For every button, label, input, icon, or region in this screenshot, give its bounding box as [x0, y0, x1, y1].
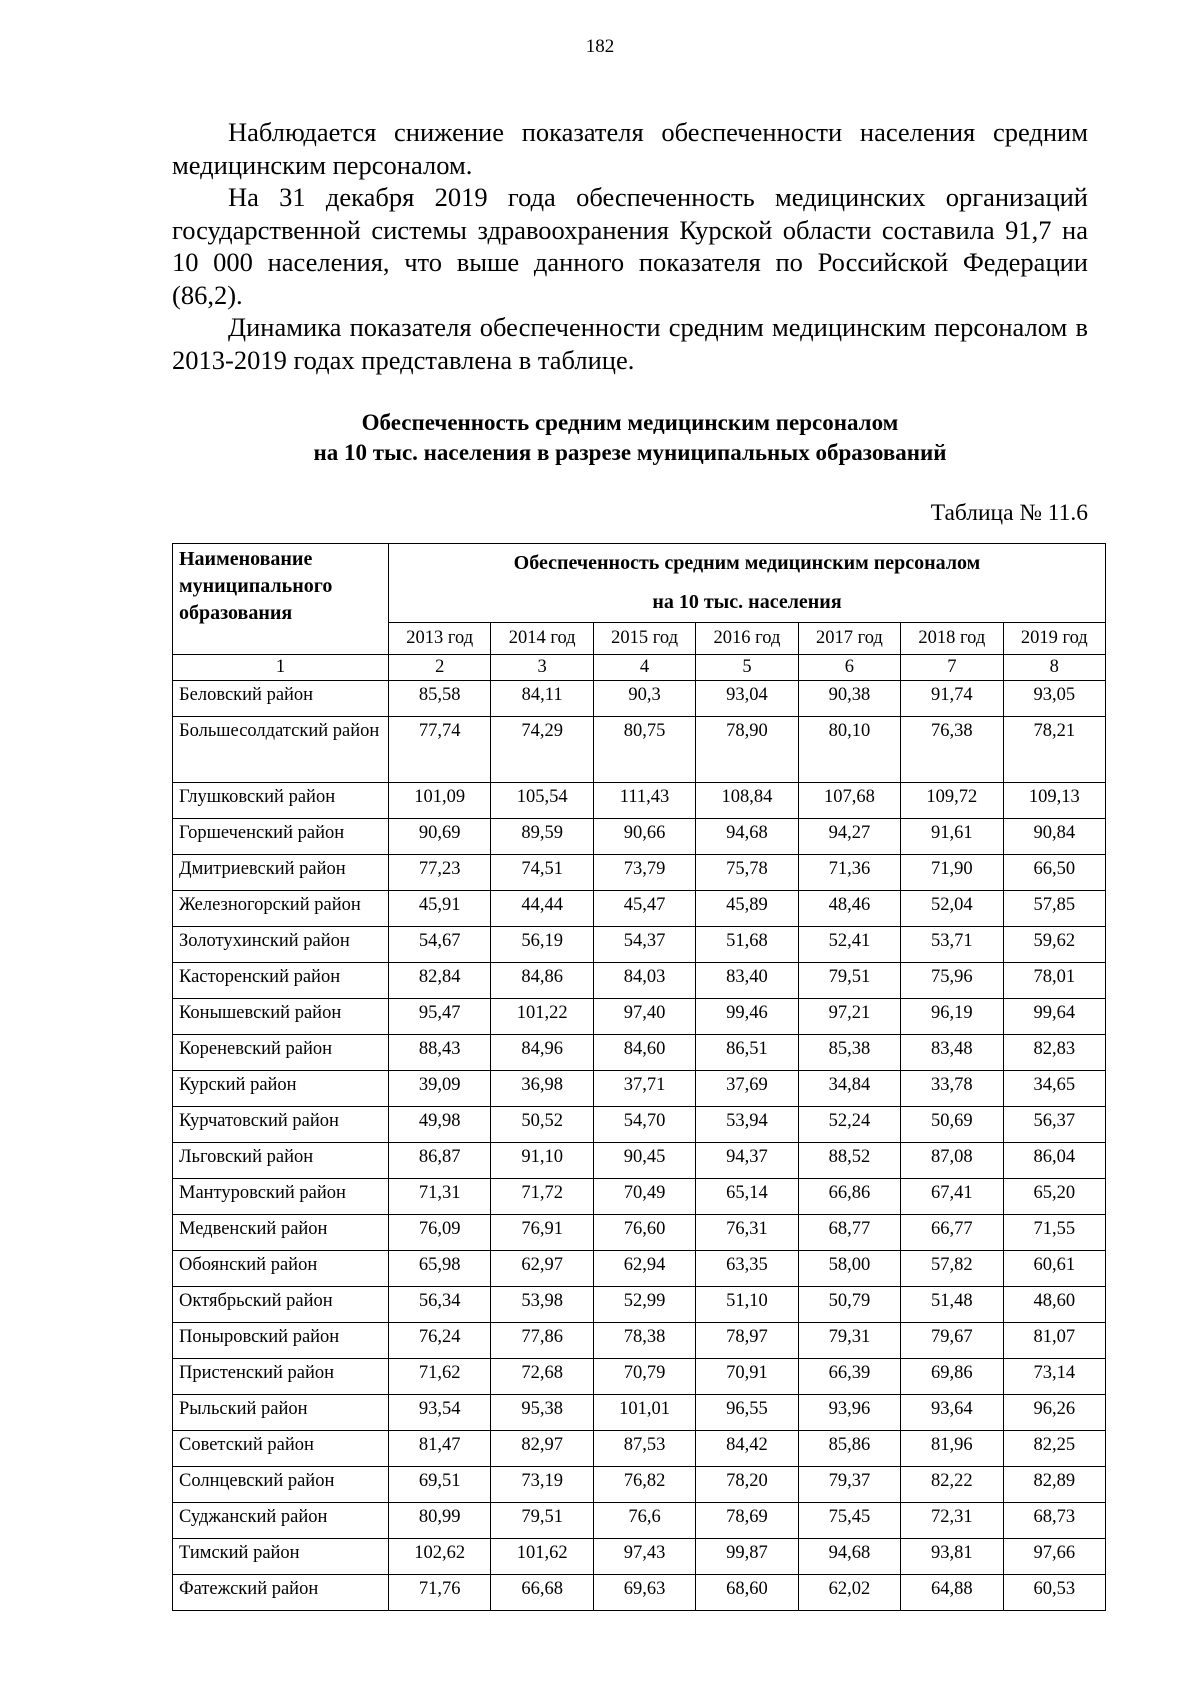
value-cell: 50,69 [901, 1107, 1003, 1143]
value-cell: 56,37 [1003, 1107, 1105, 1143]
value-cell: 79,51 [491, 1503, 593, 1539]
value-cell: 45,91 [389, 891, 491, 927]
value-cell: 52,99 [593, 1287, 695, 1323]
paragraph-2: На 31 декабря 2019 года обеспеченность медицинских организаций государственной системы здравоохранения Курской области составила 91,7 на 10 000 населения, что выше данного показателя по Российской Федерации (86,2). [172, 182, 1088, 310]
value-cell: 67,41 [901, 1179, 1003, 1215]
value-cell: 54,70 [593, 1107, 695, 1143]
value-cell: 71,76 [389, 1575, 491, 1611]
value-cell: 85,38 [798, 1035, 900, 1071]
table-body [173, 681, 1106, 1611]
table-row [173, 1539, 1106, 1575]
municipality-name: Железногорский район [173, 891, 389, 927]
value-cell: 60,61 [1003, 1251, 1105, 1287]
column-number: 5 [696, 655, 798, 681]
value-cell: 50,79 [798, 1287, 900, 1323]
value-cell: 85,58 [389, 681, 491, 717]
value-cell: 84,11 [491, 681, 593, 717]
value-cell: 76,60 [593, 1215, 695, 1251]
table-row [173, 1431, 1106, 1467]
value-cell: 96,55 [696, 1395, 798, 1431]
municipality-name: Обоянский район [173, 1251, 389, 1287]
value-cell: 90,66 [593, 819, 695, 855]
value-cell: 51,48 [901, 1287, 1003, 1323]
value-cell: 78,01 [1003, 963, 1105, 999]
value-cell: 66,77 [901, 1215, 1003, 1251]
value-cell: 84,42 [696, 1431, 798, 1467]
body-text [172, 116, 1088, 376]
value-cell: 93,96 [798, 1395, 900, 1431]
value-cell: 70,49 [593, 1179, 695, 1215]
value-cell: 76,6 [593, 1503, 695, 1539]
value-cell: 70,91 [696, 1359, 798, 1395]
value-cell: 75,45 [798, 1503, 900, 1539]
municipality-name: Большесолдатский район [173, 717, 389, 783]
value-cell: 94,27 [798, 819, 900, 855]
value-cell: 52,41 [798, 927, 900, 963]
value-cell: 71,36 [798, 855, 900, 891]
value-cell: 73,14 [1003, 1359, 1105, 1395]
value-cell: 76,24 [389, 1323, 491, 1359]
value-cell: 66,50 [1003, 855, 1105, 891]
value-cell: 82,84 [389, 963, 491, 999]
value-cell: 108,84 [696, 783, 798, 819]
value-cell: 99,64 [1003, 999, 1105, 1035]
value-cell: 75,78 [696, 855, 798, 891]
value-cell: 109,13 [1003, 783, 1105, 819]
value-cell: 111,43 [593, 783, 695, 819]
value-cell: 91,10 [491, 1143, 593, 1179]
value-cell: 79,31 [798, 1323, 900, 1359]
table-number-label: Таблица № 11.6 [930, 500, 1088, 526]
value-cell: 81,07 [1003, 1323, 1105, 1359]
value-cell: 107,68 [798, 783, 900, 819]
column-number: 2 [389, 655, 491, 681]
table-row [173, 783, 1106, 819]
value-cell: 66,39 [798, 1359, 900, 1395]
table-row [173, 1359, 1106, 1395]
value-cell: 88,43 [389, 1035, 491, 1071]
value-cell: 86,51 [696, 1035, 798, 1071]
value-cell: 54,67 [389, 927, 491, 963]
value-cell: 49,98 [389, 1107, 491, 1143]
column-number: 1 [173, 655, 389, 681]
municipality-name: Беловский район [173, 681, 389, 717]
value-cell: 53,98 [491, 1287, 593, 1323]
value-cell: 94,37 [696, 1143, 798, 1179]
value-cell: 68,77 [798, 1215, 900, 1251]
value-cell: 85,86 [798, 1431, 900, 1467]
value-cell: 77,86 [491, 1323, 593, 1359]
value-cell: 81,47 [389, 1431, 491, 1467]
value-cell: 63,35 [696, 1251, 798, 1287]
value-cell: 80,10 [798, 717, 900, 783]
value-cell: 101,62 [491, 1539, 593, 1575]
value-cell: 57,82 [901, 1251, 1003, 1287]
value-cell: 94,68 [696, 819, 798, 855]
municipality-name: Солнцевский район [173, 1467, 389, 1503]
value-cell: 45,47 [593, 891, 695, 927]
paragraph-3: Динамика показателя обеспеченности средним медицинским персоналом в 2013-2019 годах представлена в таблице. [172, 312, 1088, 375]
value-cell: 84,03 [593, 963, 695, 999]
value-cell: 97,21 [798, 999, 900, 1035]
value-cell: 83,40 [696, 963, 798, 999]
column-number: 3 [491, 655, 593, 681]
value-cell: 84,96 [491, 1035, 593, 1071]
column-number: 6 [798, 655, 900, 681]
value-cell: 99,46 [696, 999, 798, 1035]
value-cell: 77,23 [389, 855, 491, 891]
value-cell: 84,86 [491, 963, 593, 999]
column-number: 8 [1003, 655, 1105, 681]
value-cell: 109,72 [901, 783, 1003, 819]
table-row [173, 855, 1106, 891]
header-group-line-2: на 10 тыс. населения [652, 591, 842, 613]
value-cell: 76,38 [901, 717, 1003, 783]
value-cell: 78,38 [593, 1323, 695, 1359]
value-cell: 57,85 [1003, 891, 1105, 927]
value-cell: 66,86 [798, 1179, 900, 1215]
table-row [173, 1035, 1106, 1071]
value-cell: 60,53 [1003, 1575, 1105, 1611]
header-year: 2016 год [696, 623, 798, 655]
value-cell: 102,62 [389, 1539, 491, 1575]
value-cell: 71,31 [389, 1179, 491, 1215]
value-cell: 82,22 [901, 1467, 1003, 1503]
value-cell: 81,96 [901, 1431, 1003, 1467]
value-cell: 71,62 [389, 1359, 491, 1395]
value-cell: 56,19 [491, 927, 593, 963]
municipality-name: Курчатовский район [173, 1107, 389, 1143]
municipality-name: Мантуровский район [173, 1179, 389, 1215]
value-cell: 86,04 [1003, 1143, 1105, 1179]
value-cell: 52,24 [798, 1107, 900, 1143]
value-cell: 95,47 [389, 999, 491, 1035]
value-cell: 62,94 [593, 1251, 695, 1287]
table-row [173, 681, 1106, 717]
value-cell: 101,01 [593, 1395, 695, 1431]
value-cell: 71,90 [901, 855, 1003, 891]
value-cell: 83,48 [901, 1035, 1003, 1071]
value-cell: 101,09 [389, 783, 491, 819]
value-cell: 71,55 [1003, 1215, 1105, 1251]
value-cell: 86,87 [389, 1143, 491, 1179]
header-year: 2015 год [593, 623, 695, 655]
value-cell: 79,67 [901, 1323, 1003, 1359]
municipality-name: Глушковский район [173, 783, 389, 819]
value-cell: 78,20 [696, 1467, 798, 1503]
value-cell: 82,25 [1003, 1431, 1105, 1467]
municipality-name: Фатежский район [173, 1575, 389, 1611]
municipality-name: Медвенский район [173, 1215, 389, 1251]
value-cell: 62,97 [491, 1251, 593, 1287]
value-cell: 65,14 [696, 1179, 798, 1215]
value-cell: 78,21 [1003, 717, 1105, 783]
value-cell: 69,86 [901, 1359, 1003, 1395]
municipality-name: Пристенский район [173, 1359, 389, 1395]
value-cell: 59,62 [1003, 927, 1105, 963]
value-cell: 96,26 [1003, 1395, 1105, 1431]
table-row [173, 1071, 1106, 1107]
municipality-name: Советский район [173, 1431, 389, 1467]
municipality-name: Поныровский район [173, 1323, 389, 1359]
value-cell: 65,98 [389, 1251, 491, 1287]
value-cell: 80,99 [389, 1503, 491, 1539]
value-cell: 88,52 [798, 1143, 900, 1179]
value-cell: 82,97 [491, 1431, 593, 1467]
municipality-name: Октябрьский район [173, 1287, 389, 1323]
table-row [173, 1503, 1106, 1539]
value-cell: 72,31 [901, 1503, 1003, 1539]
value-cell: 82,83 [1003, 1035, 1105, 1071]
table-row [173, 963, 1106, 999]
page-number: 182 [585, 36, 615, 57]
municipality-name: Суджанский район [173, 1503, 389, 1539]
municipality-name: Кореневский район [173, 1035, 389, 1071]
municipality-name: Льговский район [173, 1143, 389, 1179]
value-cell: 48,60 [1003, 1287, 1105, 1323]
table-row [173, 999, 1106, 1035]
header-year: 2017 год [798, 623, 900, 655]
value-cell: 68,73 [1003, 1503, 1105, 1539]
value-cell: 99,87 [696, 1539, 798, 1575]
table-row [173, 1323, 1106, 1359]
value-cell: 90,45 [593, 1143, 695, 1179]
value-cell: 66,68 [491, 1575, 593, 1611]
value-cell: 65,20 [1003, 1179, 1105, 1215]
value-cell: 95,38 [491, 1395, 593, 1431]
value-cell: 76,91 [491, 1215, 593, 1251]
value-cell: 91,61 [901, 819, 1003, 855]
caption-line-1: Обеспеченность средним медицинским персоналом [361, 410, 899, 435]
value-cell: 73,19 [491, 1467, 593, 1503]
table-row [173, 1251, 1106, 1287]
value-cell: 74,29 [491, 717, 593, 783]
staffing-table [172, 543, 1106, 1611]
value-cell: 90,69 [389, 819, 491, 855]
value-cell: 77,74 [389, 717, 491, 783]
value-cell: 90,84 [1003, 819, 1105, 855]
value-cell: 97,43 [593, 1539, 695, 1575]
municipality-name: Золотухинский район [173, 927, 389, 963]
value-cell: 70,79 [593, 1359, 695, 1395]
value-cell: 97,40 [593, 999, 695, 1035]
municipality-name: Касторенский район [173, 963, 389, 999]
column-numbers-row [173, 655, 1106, 681]
table-row [173, 891, 1106, 927]
value-cell: 69,63 [593, 1575, 695, 1611]
value-cell: 82,89 [1003, 1467, 1105, 1503]
municipality-name: Конышевский район [173, 999, 389, 1035]
value-cell: 37,69 [696, 1071, 798, 1107]
table-row [173, 717, 1106, 783]
value-cell: 37,71 [593, 1071, 695, 1107]
value-cell: 91,74 [901, 681, 1003, 717]
table-row [173, 1143, 1106, 1179]
municipality-name: Тимский район [173, 1539, 389, 1575]
caption-line-2: на 10 тыс. населения в разрезе муниципальных образований [313, 440, 947, 465]
value-cell: 45,89 [696, 891, 798, 927]
value-cell: 34,65 [1003, 1071, 1105, 1107]
value-cell: 44,44 [491, 891, 593, 927]
value-cell: 79,51 [798, 963, 900, 999]
value-cell: 93,54 [389, 1395, 491, 1431]
value-cell: 33,78 [901, 1071, 1003, 1107]
header-group [389, 544, 1106, 623]
value-cell: 76,31 [696, 1215, 798, 1251]
header-group-line-1: Обеспеченность средним медицинским персоналом [513, 552, 981, 574]
value-cell: 39,09 [389, 1071, 491, 1107]
table-row [173, 1395, 1106, 1431]
value-cell: 93,05 [1003, 681, 1105, 717]
value-cell: 62,02 [798, 1575, 900, 1611]
table-row [173, 927, 1106, 963]
municipality-name: Дмитриевский район [173, 855, 389, 891]
value-cell: 53,94 [696, 1107, 798, 1143]
value-cell: 51,68 [696, 927, 798, 963]
value-cell: 87,53 [593, 1431, 695, 1467]
value-cell: 96,19 [901, 999, 1003, 1035]
value-cell: 50,52 [491, 1107, 593, 1143]
value-cell: 64,88 [901, 1575, 1003, 1611]
value-cell: 71,72 [491, 1179, 593, 1215]
value-cell: 89,59 [491, 819, 593, 855]
value-cell: 76,82 [593, 1467, 695, 1503]
table-row [173, 819, 1106, 855]
value-cell: 84,60 [593, 1035, 695, 1071]
header-year: 2019 год [1003, 623, 1105, 655]
value-cell: 54,37 [593, 927, 695, 963]
paragraph-1: Наблюдается снижение показателя обеспеченности населения средним медицинским персоналом. [172, 117, 1088, 180]
value-cell: 93,81 [901, 1539, 1003, 1575]
value-cell: 90,3 [593, 681, 695, 717]
value-cell: 68,60 [696, 1575, 798, 1611]
header-year: 2013 год [389, 623, 491, 655]
value-cell: 76,09 [389, 1215, 491, 1251]
value-cell: 52,04 [901, 891, 1003, 927]
value-cell: 93,64 [901, 1395, 1003, 1431]
value-cell: 78,69 [696, 1503, 798, 1539]
value-cell: 51,10 [696, 1287, 798, 1323]
column-number: 4 [593, 655, 695, 681]
value-cell: 53,71 [901, 927, 1003, 963]
table-row [173, 1215, 1106, 1251]
value-cell: 105,54 [491, 783, 593, 819]
value-cell: 90,38 [798, 681, 900, 717]
value-cell: 48,46 [798, 891, 900, 927]
municipality-name: Горшеченский район [173, 819, 389, 855]
table-row [173, 1179, 1106, 1215]
table-row [173, 1575, 1106, 1611]
value-cell: 87,08 [901, 1143, 1003, 1179]
value-cell: 75,96 [901, 963, 1003, 999]
value-cell: 94,68 [798, 1539, 900, 1575]
header-year: 2014 год [491, 623, 593, 655]
table-caption [172, 408, 1088, 468]
column-number: 7 [901, 655, 1003, 681]
header-year: 2018 год [901, 623, 1003, 655]
table-row [173, 1107, 1106, 1143]
value-cell: 72,68 [491, 1359, 593, 1395]
value-cell: 78,97 [696, 1323, 798, 1359]
value-cell: 97,66 [1003, 1539, 1105, 1575]
municipality-name: Рыльский район [173, 1395, 389, 1431]
value-cell: 79,37 [798, 1467, 900, 1503]
value-cell: 73,79 [593, 855, 695, 891]
value-cell: 69,51 [389, 1467, 491, 1503]
value-cell: 78,90 [696, 717, 798, 783]
value-cell: 56,34 [389, 1287, 491, 1323]
value-cell: 80,75 [593, 717, 695, 783]
table-row [173, 1287, 1106, 1323]
header-municipality: Наименование муниципального образования [173, 544, 389, 655]
value-cell: 74,51 [491, 855, 593, 891]
value-cell: 101,22 [491, 999, 593, 1035]
value-cell: 58,00 [798, 1251, 900, 1287]
value-cell: 34,84 [798, 1071, 900, 1107]
value-cell: 93,04 [696, 681, 798, 717]
value-cell: 36,98 [491, 1071, 593, 1107]
municipality-name: Курский район [173, 1071, 389, 1107]
table-row [173, 1467, 1106, 1503]
